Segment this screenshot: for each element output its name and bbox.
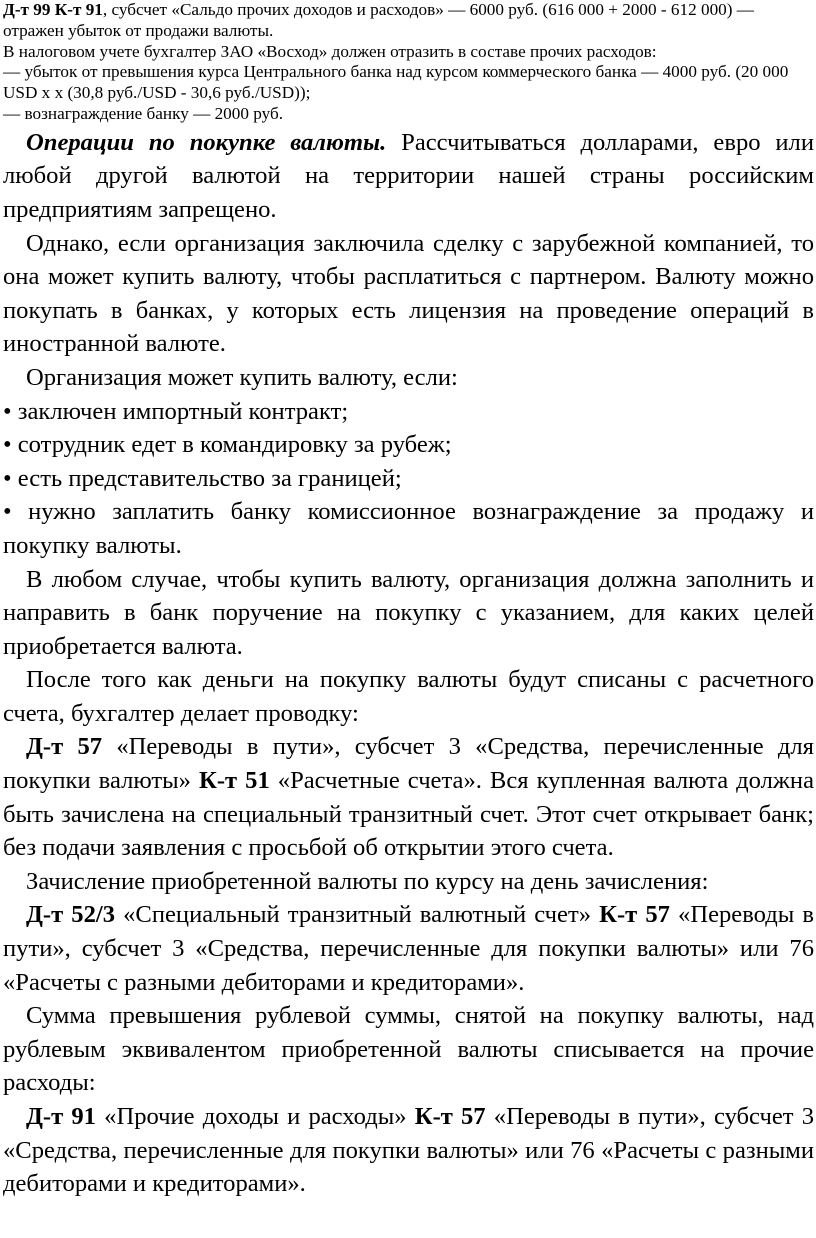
posting-91-57: [3, 1100, 814, 1201]
list-item: • есть представительство за границей;: [3, 464, 402, 492]
debit-account: Д-т 52/3: [26, 901, 116, 929]
posting-text: «Расчетные счета». Вся купленная валюта должна быть зачислена на специальный транзитный счет. Этот счет открывает банк; без подачи заявления с просьбой об открытии этого счета.: [3, 767, 814, 862]
debit-account: Д-т 57: [26, 733, 103, 761]
paragraph-order: В любом случае, чтобы купить валюту, организация должна заполнить и направить в банк поручение на покупку с указанием, для каких целей приобретается валюта.: [3, 565, 814, 660]
top-section: [3, 0, 814, 125]
posting-text: «Переводы в пути», субсчет 3 «Средства, перечисленные для покупки валюты» или 76 «Расчеты с разными дебиторами и кредиторами».: [3, 901, 814, 996]
section-intro-paragraph: [3, 126, 814, 227]
paragraph-posting-intro: После того как деньги на покупку валюты будут списаны с расчетного счета, бухгалтер делает проводку:: [3, 666, 814, 727]
debit-account: Д-т 91: [26, 1103, 96, 1130]
main-text: [3, 126, 814, 1201]
posting-text: «Специальный транзитный валютный счет»: [115, 901, 600, 929]
list-item: • заключен импортный контракт;: [3, 397, 349, 425]
list-item: • нужно заплатить банку комиссионное вознаграждение за продажу и покупку валюты.: [3, 498, 814, 559]
posting-52-57: [3, 898, 814, 999]
posting-text: «Переводы в пути», субсчет 3 «Средства, перечисленные для покупки валюты»: [3, 733, 814, 795]
paragraph-conditions: Организация может купить валюту, если:: [26, 363, 458, 391]
bank-fee-item: — вознаграждение банку — 2000 руб.: [3, 103, 284, 123]
credit-account: К-т 51: [199, 767, 270, 795]
tax-accounting-paragraph: В налоговом учете бухгалтер ЗАО «Восход» должен отразить в составе прочих расходов:: [3, 41, 657, 61]
credit-account: К-т 57: [599, 901, 670, 929]
posting-57-51: [3, 730, 814, 864]
entry-accounts: Д-т 99 К-т 91: [3, 0, 103, 19]
posting-text: «Прочие доходы и расходы»: [95, 1103, 415, 1130]
section-heading: Операции по покупке валюты.: [26, 128, 387, 156]
credit-account: К-т 57: [414, 1103, 486, 1130]
posting-text: «Переводы в пути», субсчет 3 «Средства, перечисленные для покупки валюты» или 76 «Расчеты с разными дебиторами и кредиторами».: [3, 1103, 814, 1198]
loss-item: — убыток от превышения курса Центрального банка над курсом коммерческого банка — 4000 руб. (20 000 USD х х (30,8 руб./USD - 30,6 руб./USD));: [3, 62, 789, 103]
entry-paragraph: [3, 0, 814, 42]
entry-text: , субсчет «Сальдо прочих доходов и расходов» — 6000 руб. (616 000 + 2000 - 612 000) — отражен убыток от продажи валюты.: [3, 0, 754, 40]
paragraph-excess: Сумма превышения рублевой суммы, снятой на покупку валюты, над рублевым эквивалентом приобретенной валюты списывается на прочие расходы:: [3, 1002, 814, 1097]
paragraph-contract: Однако, если организация заключила сделку с зарубежной компанией, то она может купить валюту, чтобы расплатиться с партнером. Валюту можно покупать в банках, у которых есть лицензия на проведение операций в иностранной валюте.: [3, 229, 814, 358]
list-item: • сотрудник едет в командировку за рубеж;: [3, 431, 452, 459]
paragraph-crediting: Зачисление приобретенной валюты по курсу на день зачисления:: [26, 867, 709, 895]
section-intro-text: Рассчитываться долларами, евро или любой другой валютой на территории нашей страны российским предприятиям запрещено.: [3, 128, 814, 223]
